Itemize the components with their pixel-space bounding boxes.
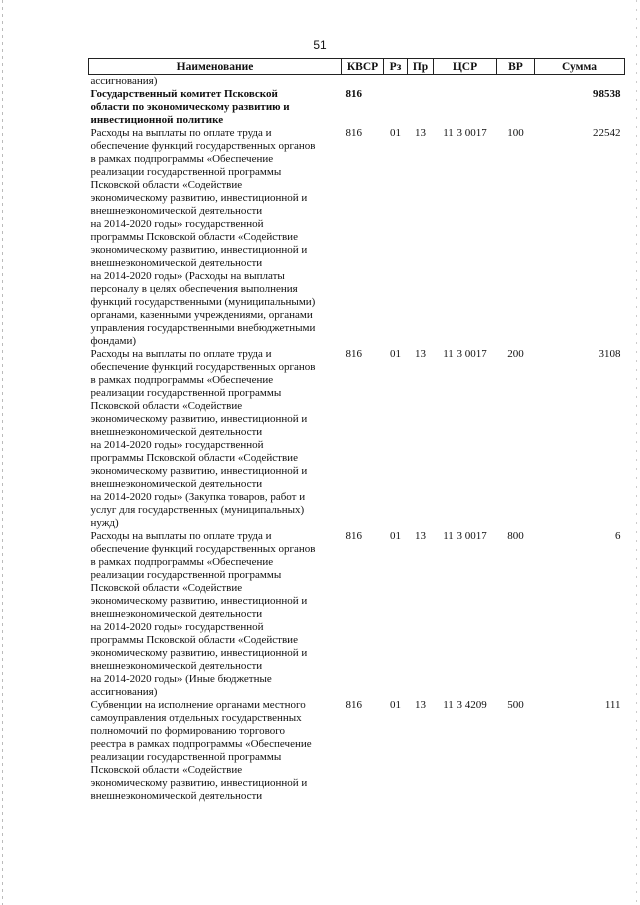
cell-rz: 01 <box>390 348 401 360</box>
cell-pr <box>408 88 434 127</box>
budget-table <box>88 58 625 803</box>
header-name: Наименование <box>89 59 342 75</box>
cell-vr <box>497 75 535 89</box>
cell-rz: 01 <box>390 699 401 711</box>
cell-name: Расходы на выплаты по оплате труда и обеспечение функций государственных органов в рамках подпрограммы «Обеспечение реализации государственной программы Псковской области «Содействие экономическому развитию, инвестиционной и внешнеэкономической деятельности на 2014-2020 годы» государственной программы Псковской области «Содействие экономическому развитию, инвестиционной и внешнеэкономической деятельности на 2014-2020 годы» (Расходы на выплаты персоналу в целях обеспечения выполнения функций государственными (муниципальными) органами, казенными учреждениями, органами управления государственными внебюджетными фондами) <box>90 127 316 347</box>
cell-pr <box>408 75 434 89</box>
cell-name: ассигнования) <box>90 75 158 87</box>
cell-csr: 11 3 0017 <box>443 127 487 139</box>
cell-rz <box>384 75 408 89</box>
cell-csr: 11 3 4209 <box>443 699 487 711</box>
cell-pr: 13 <box>415 127 426 139</box>
table-row <box>89 348 625 530</box>
table-row <box>89 75 625 89</box>
cell-sum <box>535 75 625 89</box>
cell-csr <box>434 75 497 89</box>
table-body <box>89 75 625 804</box>
cell-kvsr: 816 <box>345 530 362 542</box>
cell-name: Государственный комитет Псковской области по экономическому развитию и инвестиционной политике <box>90 88 290 126</box>
cell-name: Расходы на выплаты по оплате труда и обеспечение функций государственных органов в рамках подпрограммы «Обеспечение реализации государственной программы Псковской области «Содействие экономическому развитию, инвестиционной и внешнеэкономической деятельности на 2014-2020 годы» государственной программы Псковской области «Содействие экономическому развитию, инвестиционной и внешнеэкономической деятельности на 2014-2020 годы» (Иные бюджетные ассигнования) <box>90 530 316 698</box>
cell-sum: 22542 <box>593 127 621 139</box>
cell-rz: 01 <box>390 127 401 139</box>
scan-edge-left <box>2 0 3 905</box>
cell-name: Расходы на выплаты по оплате труда и обеспечение функций государственных органов в рамках подпрограммы «Обеспечение реализации государственной программы Псковской области «Содействие экономическому развитию, инвестиционной и внешнеэкономической деятельности на 2014-2020 годы» государственной программы Псковской области «Содействие экономическому развитию, инвестиционной и внешнеэкономической деятельности на 2014-2020 годы» (Закупка товаров, работ и услуг для государственных (муниципальных) нужд) <box>90 348 316 529</box>
header-pr: Пр <box>408 59 434 75</box>
cell-pr: 13 <box>415 699 426 711</box>
table-row <box>89 127 625 348</box>
cell-rz <box>384 88 408 127</box>
cell-vr: 200 <box>507 348 524 360</box>
cell-kvsr: 816 <box>345 348 362 360</box>
table-row <box>89 699 625 803</box>
scan-edge-right <box>636 0 637 905</box>
cell-sum: 98538 <box>593 88 621 100</box>
cell-vr: 100 <box>507 127 524 139</box>
cell-sum: 111 <box>604 699 621 711</box>
cell-kvsr <box>342 75 384 89</box>
cell-pr: 13 <box>415 348 426 360</box>
header-sum: Сумма <box>535 59 625 75</box>
cell-sum: 3108 <box>598 348 621 360</box>
cell-vr: 500 <box>507 699 524 711</box>
cell-csr <box>434 88 497 127</box>
table-header-row <box>89 59 625 75</box>
cell-csr: 11 3 0017 <box>443 530 487 542</box>
header-kvsr: КВСР <box>342 59 384 75</box>
cell-vr <box>497 88 535 127</box>
cell-sum: 6 <box>615 530 621 542</box>
cell-kvsr: 816 <box>345 699 362 711</box>
page-number: 51 <box>313 38 327 52</box>
header-rz: Рз <box>384 59 408 75</box>
cell-pr: 13 <box>415 530 426 542</box>
cell-name: Субвенции на исполнение органами местного самоуправления отдельных государственных полномочий по формированию торгового реестра в рамках подпрограммы «Обеспечение реализации государственной программы Псковской области «Содействие экономическому развитию, инвестиционной и внешнеэкономической деятельности <box>90 699 312 802</box>
cell-csr: 11 3 0017 <box>443 348 487 360</box>
table-row <box>89 88 625 127</box>
header-csr: ЦСР <box>434 59 497 75</box>
cell-kvsr: 816 <box>345 127 362 139</box>
cell-kvsr: 816 <box>345 88 362 100</box>
table-row <box>89 530 625 699</box>
cell-vr: 800 <box>507 530 524 542</box>
cell-rz: 01 <box>390 530 401 542</box>
header-vr: ВР <box>497 59 535 75</box>
